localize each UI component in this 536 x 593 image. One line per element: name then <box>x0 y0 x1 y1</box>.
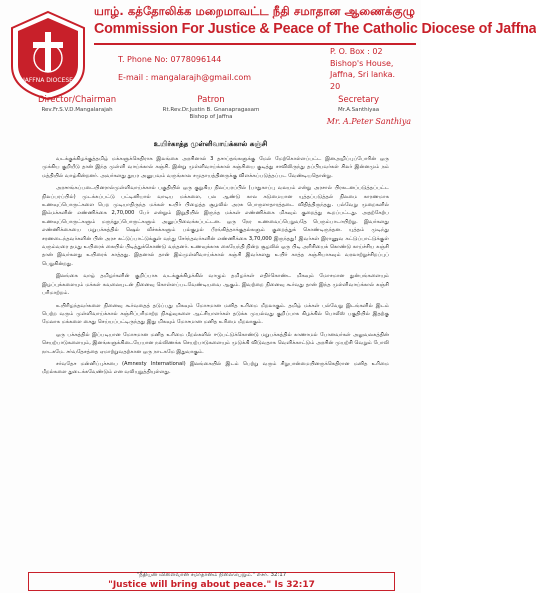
director-title: Director/Chairman <box>38 95 117 105</box>
footer-quote-tamil: "நீதியன் விளைவான சமாதானம் நிலைபெறும்." எசா. 32:17 <box>136 572 287 578</box>
secretary-name: Mr.A.Santhiyaa <box>338 107 380 113</box>
address-block <box>330 46 395 92</box>
body-paragraph: இலங்கை வாழ் தமிழர்களின் குறிப்பாக வடக்குக்கிழக்கில் வாழும் தமிழர்கள் எதிர்கொண்ட மிகவும் மோசமான துன்பங்களையும் இழப்புக்களையும் மக்கள் கவலையுடன் நினைவு கொள்ளப்படவேண்டியவை ஆகும். இவற்றை நினைவு கூர்வது தான் இந்த முள்ளிவாய்க்கால் கஞ்சி பரிமாற்றம். <box>42 273 389 297</box>
secretary-block <box>338 95 379 114</box>
header-divider <box>94 43 416 45</box>
footer-quote-box <box>28 572 395 591</box>
address-line-city: Jaffna, Sri lanka. <box>330 70 396 79</box>
header-title-english: Commission For Justice & Peace of The Catholic Diocese of Jaffna <box>94 21 536 37</box>
header-title-tamil: யாழ். கத்தோலிக்க மறைமாவட்ட நீதி சமாதான ஆணைக்குழு <box>94 4 416 18</box>
seal-center-text: JAFFNA DIOCESE <box>23 77 73 84</box>
patron-name: Rt.Rev.Dr.Justin B. Gnanapragasam <box>162 107 260 113</box>
secretary-title: Secretary <box>338 95 380 105</box>
letter-body <box>42 155 389 381</box>
address-line-date: 20 <box>330 81 341 91</box>
patron-role: Bishop of Jaffna <box>189 114 233 120</box>
body-paragraph: சர்வதேச மன்னிப்புச்சபை (Amnesty International) இலங்கையில் இடம் பெற்று வரும் சிறுபான்மையினருக்கெதிரான மனித உரிமை மீறல்களை துடைக்கவேண்டும் என வலியுறுத்தியுள்ளது. <box>42 360 389 376</box>
address-line-pobox: P. O. Box : 02 <box>330 47 383 56</box>
phone-number: T. Phone No: 0778096144 <box>118 55 222 64</box>
secretary-signature: Mr. A.Peter Santhiya <box>326 117 411 126</box>
patron-block <box>161 95 261 121</box>
body-paragraph: ஒரு பக்கத்தில் இப்படியான மோசமான மனித உரிமை மீறல்களில் ஈடுபட்டுக்கொண்டு மறுபக்கத்தில் காணாமல் போனவர்கள் அலுவலகத்தின் செயற்பாடுகளையும், இனங்களுக்கிடையேயான நல்லிணக்க செயற்பாடுகளையும் முடுக்கி விடுவதாக வெளிக்காட்டும் அரசின் முயற்சி வெறும் போலி நாடகமே. சர்வதேசத்தை ஏமாற்றுவதற்கான ஒரு நாடகமே இதுவாகும். <box>42 331 389 355</box>
footer-quote-english: "Justice will bring about peace." Is 32:17 <box>108 580 315 590</box>
director-block <box>38 95 116 114</box>
letter-title: உயிர்காத்த முள்ளிவாய்க்கால் கஞ்சி <box>153 140 268 148</box>
body-paragraph: வடக்குக்கிழக்குத்தமிழ் மக்களுக்கெதிராக இலங்கை அரசினால் 3 தசாப்தங்களுக்கு மேல் மேற்கொள்ளப்பட்ட இனஅழிப்புப்போரின் ஒரு முக்கிய குறியீடு தான் இந்த முள்ளி வாய்க்கால் கஞ்சி. இன்று முள்ளிவாய்க்கால் கஞ்சியை குடித்து சாவிலிருந்து தப்பியவர்கள் சிலர் இன்னமும் நம் மத்தியில் வாழ்கின்றனர். அவர்களது துயர அனுபவம் வருங்கால சமுதாயத்தினருக்கு விளக்கப்படுத்தப்பட வேண்டியதொன்று. <box>42 156 389 179</box>
address-line-bishops-house: Bishop's House, <box>330 58 394 68</box>
body-paragraph: உயிரிழந்தவர்களை நினைவு கூர்வதைத் தடுப்பது மிகவும் மோசமான மனித உரிமை மீறலாகும். தமிழ் மக்கள் பல்வேறு இடங்களில் இடம் பெற்ற வரும் முள்ளிவாய்க்கால் கஞ்சிப்பரிமாற்ற நிகழ்வுகளை ஆட்சியாளர்கள் தடுக்க முயல்வது குறிப்பாக கிழக்கில் பொலீஸ் பகுதியில் இதற்கு மேலாக மக்களை கைது செய்யப்பட்டிருந்தது இது மிகவும் மோசமான மனித உரிமை மீறலாகும். <box>42 302 389 326</box>
body-paragraph: அரசாங்கப்படையினரால்முள்ளிவாய்க்கால் பகுதியில் ஒரு குறுகிய நிலப்பரப்பில் (பாதுகாப்பு வலயம் என்று அரசால் பிரகடனப்படுத்தப்பட்ட நிலப்பரப்பில்) முடக்கப்பட்டு பட்டினியால் வாடிய மக்களை, பல ஆண்டு கால கடுமையான யுத்தப்படுத்தல் நிலமை காரணமாக உணவுப்பொருட்களை பெற முடியாதிருந்த மக்கள் உயிர் பிழைத்த சூழலில் அரசு பொருளாதாரத்தடை விதித்திருந்தது. பல்வேறு முறைகளில் இம்மக்களின் எண்ணிக்கை 2,70,000 பேர் என்றும் இறுதியில் இருந்த மக்கள் எண்ணிக்கை மிகவும் குறைத்து கூறப்பட்டது. அதற்கேற்ப உணவுப்பொருட்களும் மருந்துப்பொருட்களும் அனுப்பிவைக்கப்பட்டன. ஒரு நேர உணவைப்பெறுவதே பெரும்பாடாயிற்று. இவர்களது எண்ணிக்கையை மறுபக்கத்தில் ஷெல் வீச்சுக்களும் பல்குழல் பீரங்கித்தாக்குதல்களும் குறைத்துக் கொண்டிருந்தன. யுத்தம் முடிந்து சரணடைந்தவர்களின் பின் அரச கட்டுப்பாட்டுக்குள் வந்து சேர்ந்தவர்களின் எண்ணிக்கை 3,70,000 இருந்தது! இவர்கள் இராணுவ கட்டுப்பாட்டுக்குள் வரும்வரை தமது உயிரைக் கையில் பிடித்துக்கொண்டு வந்தனர். உணவுக்காக கையேந்தி நின்ற சூழலில் ஒரு பிடி அரிசியைக் கொண்டு காய்ச்சிய கஞ்சி தான் இவர்களது உயிரைக் காத்தது. இதனால் தான் இம்முள்ளிவாய்க்கால் கஞ்சி இவர்களது உயிர் காத்த கஞ்சியாகவும் வரலாற்றுச்சிறப்புப் பெறுகின்றது. <box>42 185 389 267</box>
director-name: Rev.Fr.S.V.D.Mangalarajah <box>41 107 113 113</box>
email-address: E-mail : mangalarajh@gmail.com <box>118 73 252 82</box>
diocese-seal-logo <box>8 8 88 102</box>
patron-title: Patron <box>197 95 225 105</box>
